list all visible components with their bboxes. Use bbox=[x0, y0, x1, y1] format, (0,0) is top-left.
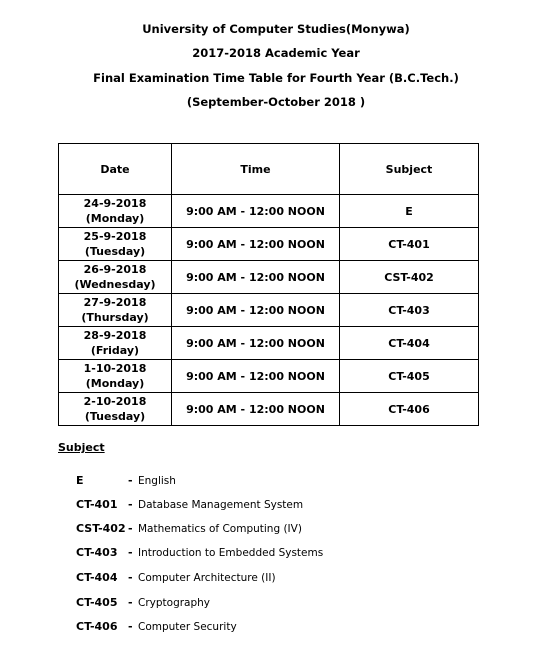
subject-name: Cryptography bbox=[138, 597, 211, 609]
table-row bbox=[59, 228, 479, 261]
subject-cell: CT-401 bbox=[340, 228, 479, 261]
table-row bbox=[59, 261, 479, 294]
legend-item bbox=[76, 595, 210, 611]
date-cell bbox=[59, 294, 172, 327]
subject-cell: CT-406 bbox=[340, 393, 479, 426]
legend-dash: - bbox=[128, 474, 133, 487]
exam-day: (Friday) bbox=[90, 344, 140, 357]
time-cell: 9:00 AM - 12:00 NOON bbox=[172, 327, 340, 360]
legend-dash: - bbox=[128, 546, 133, 559]
legend-dash: - bbox=[128, 522, 133, 535]
document-title: Final Examination Time Table for Fourth Year (B.C.Tech.) bbox=[93, 71, 459, 85]
subject-cell: CT-403 bbox=[340, 294, 479, 327]
exam-day: (Tuesday) bbox=[84, 410, 146, 423]
time-cell: 9:00 AM - 12:00 NOON bbox=[172, 360, 340, 393]
subject-name: Computer Architecture (II) bbox=[138, 572, 276, 584]
date-cell bbox=[59, 327, 172, 360]
table-header-row bbox=[59, 144, 479, 195]
subject-name: Database Management System bbox=[138, 499, 304, 511]
exam-date: 28-9-2018 bbox=[83, 329, 147, 342]
exam-day: (Monday) bbox=[85, 377, 145, 390]
date-cell bbox=[59, 393, 172, 426]
subject-code: CT-401 bbox=[76, 498, 118, 511]
legend-dash: - bbox=[128, 596, 133, 609]
subject-cell: CT-405 bbox=[340, 360, 479, 393]
subject-code: E bbox=[76, 474, 84, 487]
subject-name: Introduction to Embedded Systems bbox=[138, 547, 324, 559]
exam-day: (Tuesday) bbox=[84, 245, 146, 258]
subject-code: CT-404 bbox=[76, 571, 118, 584]
time-cell: 9:00 AM - 12:00 NOON bbox=[172, 195, 340, 228]
exam-day: (Wednesday) bbox=[74, 278, 156, 291]
legend-dash: - bbox=[128, 620, 133, 633]
subject-cell: E bbox=[340, 195, 479, 228]
date-cell bbox=[59, 360, 172, 393]
table-row bbox=[59, 294, 479, 327]
subject-name: Computer Security bbox=[138, 621, 237, 633]
exam-day: (Monday) bbox=[85, 212, 145, 225]
exam-date: 25-9-2018 bbox=[83, 230, 147, 243]
legend-item bbox=[76, 570, 276, 586]
exam-timetable bbox=[58, 143, 479, 426]
academic-year: 2017-2018 Academic Year bbox=[192, 46, 360, 60]
table-row bbox=[59, 327, 479, 360]
exam-date: 26-9-2018 bbox=[83, 263, 147, 276]
subject-code: CT-406 bbox=[76, 620, 118, 633]
time-cell: 9:00 AM - 12:00 NOON bbox=[172, 393, 340, 426]
exam-date: 27-9-2018 bbox=[83, 296, 147, 309]
subject-name: English bbox=[138, 475, 176, 487]
time-cell: 9:00 AM - 12:00 NOON bbox=[172, 261, 340, 294]
table-row bbox=[59, 195, 479, 228]
university-name: University of Computer Studies(Monywa) bbox=[142, 22, 410, 36]
legend-item bbox=[76, 497, 303, 513]
column-header-time: Time bbox=[172, 144, 340, 195]
date-cell bbox=[59, 261, 172, 294]
date-cell bbox=[59, 195, 172, 228]
exam-day: (Thursday) bbox=[81, 311, 149, 324]
date-cell bbox=[59, 228, 172, 261]
table-row bbox=[59, 393, 479, 426]
column-header-subject: Subject bbox=[340, 144, 479, 195]
subject-code: CT-403 bbox=[76, 546, 118, 559]
subject-code: CT-405 bbox=[76, 596, 118, 609]
subject-legend-heading: Subject bbox=[58, 441, 105, 454]
legend-item bbox=[76, 521, 302, 537]
table-row bbox=[59, 360, 479, 393]
exam-date: 1-10-2018 bbox=[83, 362, 147, 375]
legend-item bbox=[76, 619, 237, 635]
time-cell: 9:00 AM - 12:00 NOON bbox=[172, 228, 340, 261]
subject-cell: CT-404 bbox=[340, 327, 479, 360]
exam-date: 2-10-2018 bbox=[83, 395, 147, 408]
legend-item bbox=[76, 473, 176, 489]
time-cell: 9:00 AM - 12:00 NOON bbox=[172, 294, 340, 327]
subject-name: Mathematics of Computing (IV) bbox=[138, 523, 302, 535]
exam-date: 24-9-2018 bbox=[83, 197, 147, 210]
exam-period: (September-October 2018 ) bbox=[186, 95, 366, 109]
column-header-date: Date bbox=[59, 144, 172, 195]
legend-dash: - bbox=[128, 571, 133, 584]
subject-cell: CST-402 bbox=[340, 261, 479, 294]
legend-dash: - bbox=[128, 498, 133, 511]
subject-code: CST-402 bbox=[76, 522, 126, 535]
legend-item bbox=[76, 545, 323, 561]
